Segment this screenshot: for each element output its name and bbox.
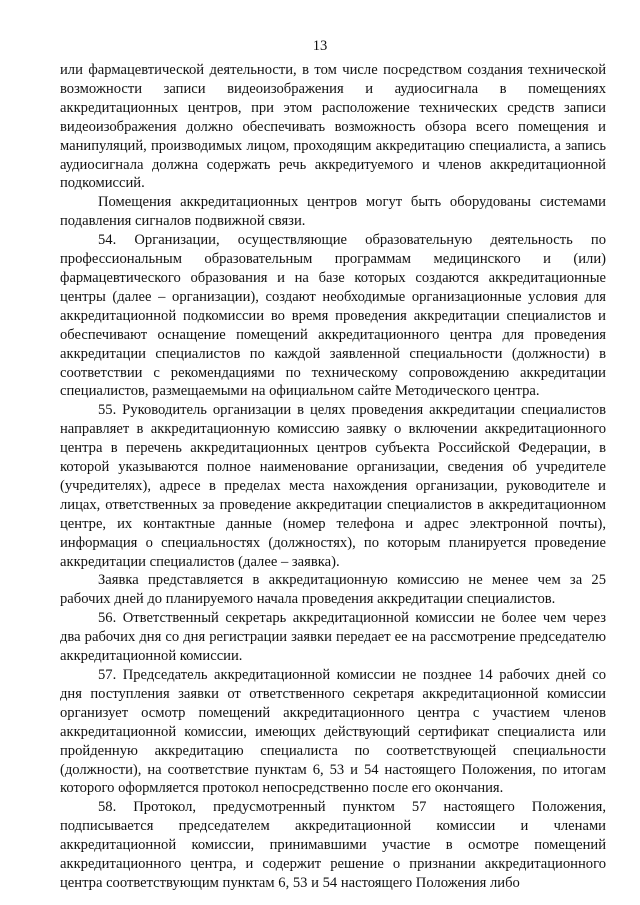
page-number: 13	[312, 38, 328, 54]
paragraph-item-54: 54. Организации, осуществляющие образовательную деятельность по профессиональным образовательным программам медицинского и (или) фармацевтического образования и на базе которых создаются аккредитационные центры (далее – организации), создают необходимые организационные условия для аккредитационной подкомиссии во время проведения аккредитации специалистов и обеспечивают оснащение помещений аккредитационного центра для проведения аккредитации специалистов по каждой заявленной специальности (должности) в соответствии с рекомендациями по техническому сопровождению аккредитации специалистов, размещаемыми на официальном сайте Методического центра.	[60, 232, 606, 400]
paragraph-application-deadline: Заявка представляется в аккредитационную комиссию не менее чем за 25 рабочих дней до планируемого начала проведения аккредитации специалистов.	[60, 572, 606, 608]
document-body	[60, 61, 606, 893]
paragraph-item-55: 55. Руководитель организации в целях проведения аккредитации специалистов направляет в аккредитационную комиссию заявку о включении аккредитационного центра в перечень аккредитационных центров субъекта Российской Федерации, в которой указываются полное наименование организации, сведения об учредителе (учредителях), адресе в пределах места нахождения организации, руководителе и лицах, ответственных за проведение аккредитации специалистов в аккредитационном центре, их контактные данные (номер телефона и адрес электронной почты), информация о специальностях (должностях), по которым планируется проведение аккредитации специалистов (далее – заявка).	[60, 402, 606, 570]
paragraph-item-57: 57. Председатель аккредитационной комиссии не позднее 14 рабочих дней со дня поступления заявки от ответственного секретаря аккредитационной комиссии организует осмотр помещений аккредитационного центра с участием членов аккредитационной комиссии, имеющих действующий сертификат специалиста или пройденную аккредитацию специалиста по соответствующей специальности (должности), на соответствие пунктам 6, 53 и 54 настоящего Положения, по итогам которого оформляется протокол непосредственно после его окончания.	[60, 667, 606, 797]
paragraph-continuation: или фармацевтической деятельности, в том числе посредством создания технической возможности записи видеоизображения и аудиосигнала в помещениях аккредитационных центров, при этом расположение технических средств записи видеоизображения должно обеспечивать возможность обзора всего помещения и манипуляций, производимых лицом, проходящим аккредитацию специалиста, а запись аудиосигнала должна содержать речь аккредитуемого и членов аккредитационной подкомиссий.	[60, 62, 606, 192]
paragraph-signal-suppression: Помещения аккредитационных центров могут быть оборудованы системами подавления сигналов подвижной связи.	[60, 194, 606, 230]
paragraph-item-56: 56. Ответственный секретарь аккредитационной комиссии не более чем через два рабочих дня со дня регистрации заявки передает ее на рассмотрение председателю аккредитационной комиссии.	[60, 610, 606, 665]
paragraph-item-58: 58. Протокол, предусмотренный пунктом 57 настоящего Положения, подписывается председателем аккредитационной комиссии и членами аккредитационной комиссии, принимавшими участие в осмотре помещений аккредитационного центра, и содержит решение о признании аккредитационного центра соответствующим пунктам 6, 53 и 54 настоящего Положения либо	[60, 799, 606, 891]
